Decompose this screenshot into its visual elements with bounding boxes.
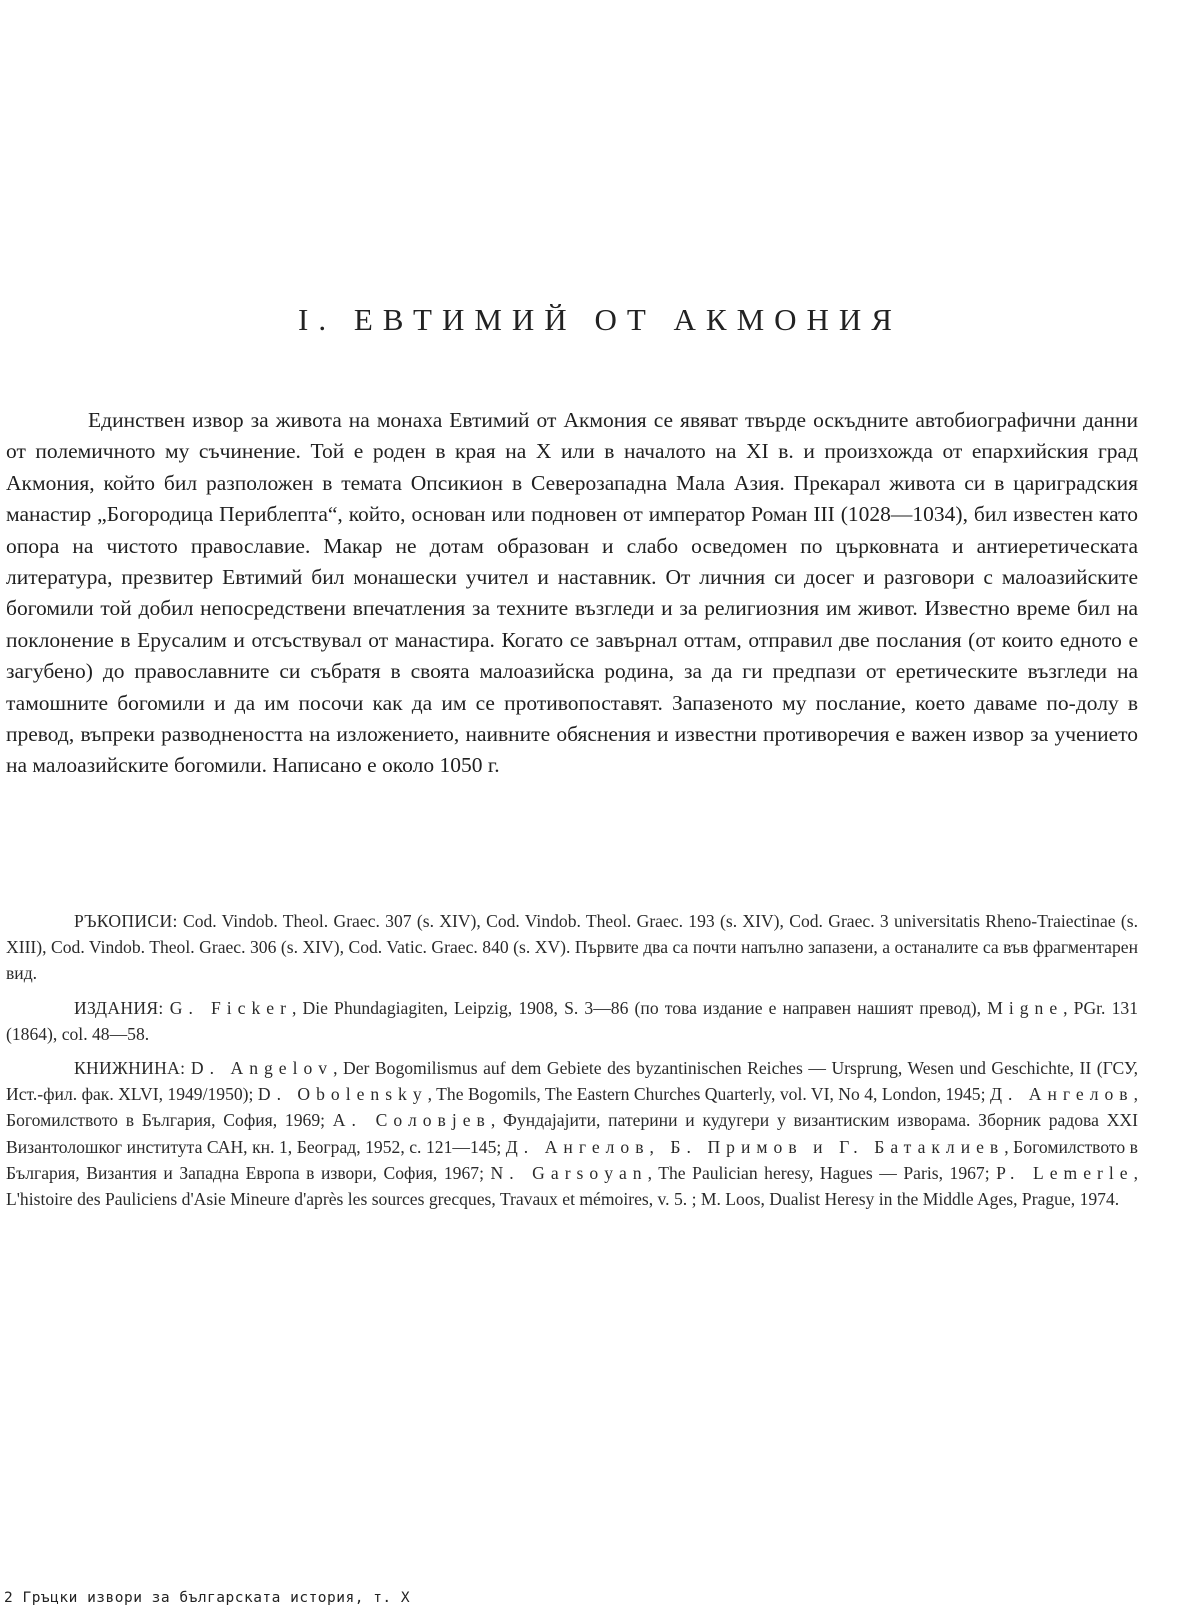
literature-entry-5: , Богомилството в България, Византия и Западна Европа в извори, София, 1967; (6, 1136, 1138, 1183)
literature-note (6, 1055, 1138, 1212)
manuscripts-note (6, 908, 1138, 987)
literature-entry-4: , Фундајајити, патерини и кудугери у византиским изворама. Зборник радова XXI Византолошког института САН, кн. 1, Београд, 1952, с. 121—145; (6, 1110, 1138, 1157)
literature-author-angelov-bg: Д. Ангелов (989, 1084, 1134, 1105)
editions-text-1: , Die Phundagiagiten, Leipzig, 1908, S. 3—86 (по това издание е направен нашият превод), (291, 997, 988, 1018)
literature-authors-angelov-primov-bataklieva: Д. Ангелов, Б. Примов и Г. Батаклиев (505, 1136, 1005, 1157)
literature-entry-2: , The Bogomils, The Eastern Churches Quarterly, vol. VI, No 4, London, 1945; (427, 1084, 990, 1105)
literature-entry-1: , Der Bogomilismus auf dem Gebiete des byzantinischen Reiches — Ursprung, Wesen und Geschichte, II (ГСУ, Ист.-фил. фак. XLVI, 1949/1950); (6, 1058, 1139, 1105)
literature-entry-8: , Dualist Heresy in the Middle Ages, Prague, 1974. (760, 1189, 1120, 1210)
manuscripts-text: Cod. Vindob. Theol. Graec. 307 (s. XIV), Cod. Vindob. Theol. Graec. 193 (s. XIV), Cod. Graec. 3 universitatis Rheno-Traiectinae (s. XIII), Cod. Vindob. Theol. Graec. 306 (s. XIV), Cod. Vatic. Graec. 840 (s. XV). Първите два са почти напълно запазени, а останалите са във фрагментарен вид. (6, 911, 1138, 984)
page-footer: 2 Гръцки извори за българската история, т. X (4, 1590, 411, 1606)
editions-author-migne: Migne (987, 997, 1064, 1018)
editions-note (6, 995, 1138, 1047)
literature-author-garsoyan: N. Garsoyan (490, 1162, 648, 1183)
literature-author-solovjev: А. Соловјев (332, 1110, 491, 1131)
literature-author-angelov-de: D. Angelov (190, 1058, 334, 1079)
literature-author-loos: M. Loos (700, 1189, 761, 1210)
literature-author-obolensky: D. Obolensky (257, 1084, 428, 1105)
main-paragraph (6, 405, 1138, 782)
main-paragraph-text: Единствен извор за живота на монаха Евтимий от Акмония се явяват твърде оскъдните автобиографични данни от полемичното му съчинение. Той е роден в края на X или в началото на XI в. и произхожда от епархийския град Акмония, който бил разположен в темата Опсикион в Северозападна Мала Азия. Прекарал живота си в цариградския манастир „Богородица Периблепта“, който, основан или подновен от император Роман III (1028—1034), бил известен като опора на чистото православие. Макар не дотам образован и слабо осведомен по църковната и антиеретическата литература, презвитер Евтимий бил монашески учител и наставник. От личния си досег и разговори с малоазийските богомили той добил непосредствени впечатления за техните възгледи и за религиозния им живот. Известно време бил на поклонение в Ерусалим и отсъствувал от манастира. Когато се завърнал оттам, отправил две послания (от които едното е загубено) до православните си събратя в своята малоазийска родина, за да ги предпази от еретическите възгледи на тамошните богомили и да им посочи как да им се противопоставят. Запазеното му послание, което даваме по-долу в превод, въпреки разводнеността на изложението, наивните обяснения и известни противоречия е важен извор за учението на малоазийските богомили. Написано е около 1050 г. (6, 408, 1138, 778)
editions-label: ИЗДАНИЯ: (74, 997, 164, 1018)
manuscripts-label: РЪКОПИСИ: (74, 911, 178, 931)
editions-author-ficker: G. Ficker (169, 997, 292, 1018)
literature-entry-7: , L'histoire des Pauliciens d'Asie Mineure d'après les sources grecques, Travaux et mémoires, v. 5. ; (6, 1162, 1138, 1210)
bibliography-notes (6, 908, 1138, 1220)
literature-author-lemerle: P. Lemerle (996, 1162, 1134, 1183)
chapter-title: I. ЕВТИМИЙ ОТ АКМОНИЯ (298, 302, 902, 337)
editions-text-2: , PGr. 131 (1864), col. 48—58. (6, 997, 1138, 1044)
literature-entry-3: , Богомилството в България, София, 1969; (6, 1084, 1138, 1131)
literature-label: КНИЖНИНА: (74, 1058, 186, 1079)
literature-entry-6: , The Paulician heresy, Hagues — Paris, 1967; (647, 1162, 997, 1183)
